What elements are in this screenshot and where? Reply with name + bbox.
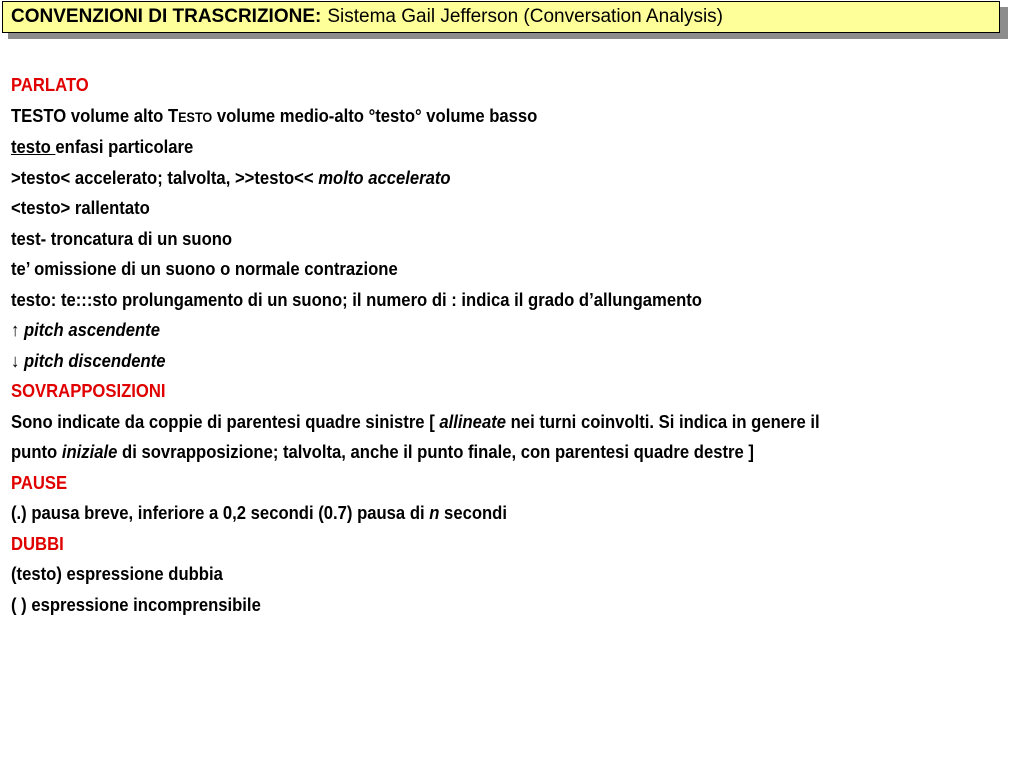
section-heading-sovrapposizioni: SOVRAPPOSIZIONI [11,380,166,401]
section-heading-dubbi: DUBBI [11,532,64,554]
title-subtitle: Sistema Gail Jefferson (Conversation Analysis) [327,6,723,27]
section-heading-parlato: PARLATO [11,74,89,95]
line-enfasi: testo enfasi particolare [11,136,194,157]
paragraph-sovrapposizioni-1: Sono indicate da coppie di parentesi quadre sinistre [ allineate nei turni coinvolti. Si indica in genere il [11,410,820,432]
line-incomprensibile: ( ) espressione incomprensibile [11,593,261,615]
arrow-down-icon: ↓ [11,349,20,371]
line-volume: TESTO volume alto TESTO volume medio-alto °testo° volume basso [11,104,538,126]
content [11,70,911,620]
line-omissione: te’ omissione di un suono o normale contrazione [11,258,398,279]
line-prolungamento: testo: te:::sto prolungamento di un suono; il numero di : indica il grado d’allungamento [11,288,702,310]
title-box [2,1,1000,33]
line-pitch-ascendente: ↑ pitch ascendente [11,319,160,340]
line-dubbia: (testo) espressione dubbia [11,563,223,584]
line-pause: (.) pausa breve, inferiore a 0,2 secondi (0.7) pausa di n secondi [11,502,507,523]
line-rallentato: <testo> rallentato [11,197,150,218]
line-accelerato: >testo< accelerato; talvolta, >>testo<< molto accelerato [11,166,451,188]
arrow-up-icon: ↑ [11,319,20,340]
section-heading-pause: PAUSE [11,471,68,493]
paragraph-sovrapposizioni-2: punto iniziale di sovrapposizione; talvolta, anche il punto finale, con parentesi quadre destre ] [11,441,754,462]
line-troncatura: test- troncatura di un suono [11,227,233,249]
line-pitch-discendente: ↓ pitch discendente [11,349,166,371]
title-bold: CONVENZIONI DI TRASCRIZIONE: [11,6,322,27]
